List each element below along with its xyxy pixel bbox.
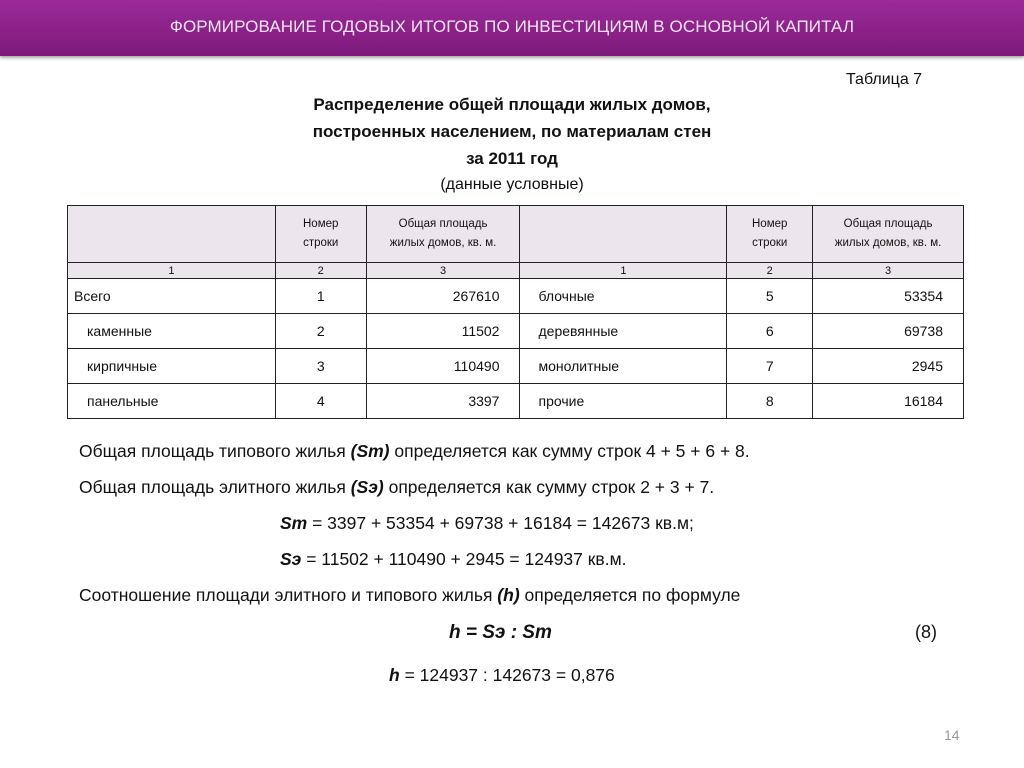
table-title-line-2: построенных населением, по материалам стен (312, 122, 712, 141)
header-cell-total-area: Общая площадь жилых домов, кв. м. (366, 206, 520, 263)
table-title-line-3: за 2011 год (466, 149, 558, 168)
row-value: 267610 (366, 279, 520, 314)
column-number: 1 (520, 263, 727, 279)
column-number: 2 (727, 263, 813, 279)
header-cell-empty (520, 206, 727, 263)
slide-header (0, 0, 1024, 56)
table-header-row (68, 206, 964, 263)
row-number: 3 (275, 349, 366, 384)
row-value: 2945 (813, 349, 964, 384)
row-number: 2 (275, 314, 366, 349)
formula-number: (8) (915, 622, 937, 642)
table-row (68, 384, 964, 419)
table-subtitle: (данные условные) (440, 176, 584, 193)
table-number: Таблица 7 (846, 71, 923, 88)
column-number: 1 (68, 263, 276, 279)
row-label: каменные (68, 314, 276, 349)
row-label: прочие (520, 384, 727, 419)
row-label: деревянные (520, 314, 727, 349)
row-label: блочные (520, 279, 727, 314)
row-label: панельные (68, 384, 276, 419)
row-value: 3397 (366, 384, 520, 419)
row-number: 7 (727, 349, 813, 384)
row-number: 1 (275, 279, 366, 314)
row-value: 69738 (813, 314, 964, 349)
row-label: монолитные (520, 349, 727, 384)
ratio-formula: h = Sэ : Sт (449, 622, 552, 643)
header-cell-empty (68, 206, 276, 263)
elite-housing-definition: Общая площадь элитного жилья (Sэ) определяется как сумму строк 2 + 3 + 7. (79, 477, 715, 497)
table-row (68, 349, 964, 384)
column-number-row (68, 263, 964, 279)
typical-housing-definition: Общая площадь типового жилья (Sт) определяется как сумму строк 4 + 5 + 6 + 8. (79, 441, 750, 461)
data-table (67, 205, 964, 419)
row-number: 8 (727, 384, 813, 419)
table-row (68, 314, 964, 349)
ratio-definition: Соотношение площади элитного и типового жилья (h) определяется по формуле (79, 585, 741, 605)
row-value: 53354 (813, 279, 964, 314)
header-cell-row-number: Номер строки (727, 206, 813, 263)
column-number: 2 (275, 263, 366, 279)
row-value: 16184 (813, 384, 964, 419)
elite-area-calculation: Sэ = 11502 + 110490 + 2945 = 124937 кв.м. (280, 549, 627, 569)
slide-title: ФОРМИРОВАНИЕ ГОДОВЫХ ИТОГОВ ПО ИНВЕСТИЦИЯМ В ОСНОВНОЙ КАПИТАЛ (169, 17, 855, 36)
row-label: кирпичные (68, 349, 276, 384)
typical-area-calculation: Sт = 3397 + 53354 + 69738 + 16184 = 142673 кв.м; (280, 513, 694, 533)
column-number: 3 (813, 263, 964, 279)
table-title-line-1: Распределение общей площади жилых домов, (313, 95, 711, 114)
ratio-calculation: h = 124937 : 142673 = 0,876 (389, 665, 615, 685)
row-number: 6 (727, 314, 813, 349)
column-number: 3 (366, 263, 520, 279)
row-number: 4 (275, 384, 366, 419)
header-cell-total-area: Общая площадь жилых домов, кв. м. (813, 206, 964, 263)
row-label: Всего (68, 279, 276, 314)
row-number: 5 (727, 279, 813, 314)
table-row (68, 279, 964, 314)
header-cell-row-number: Номер строки (275, 206, 366, 263)
row-value: 110490 (366, 349, 520, 384)
row-value: 11502 (366, 314, 520, 349)
page-number: 14 (944, 727, 960, 743)
